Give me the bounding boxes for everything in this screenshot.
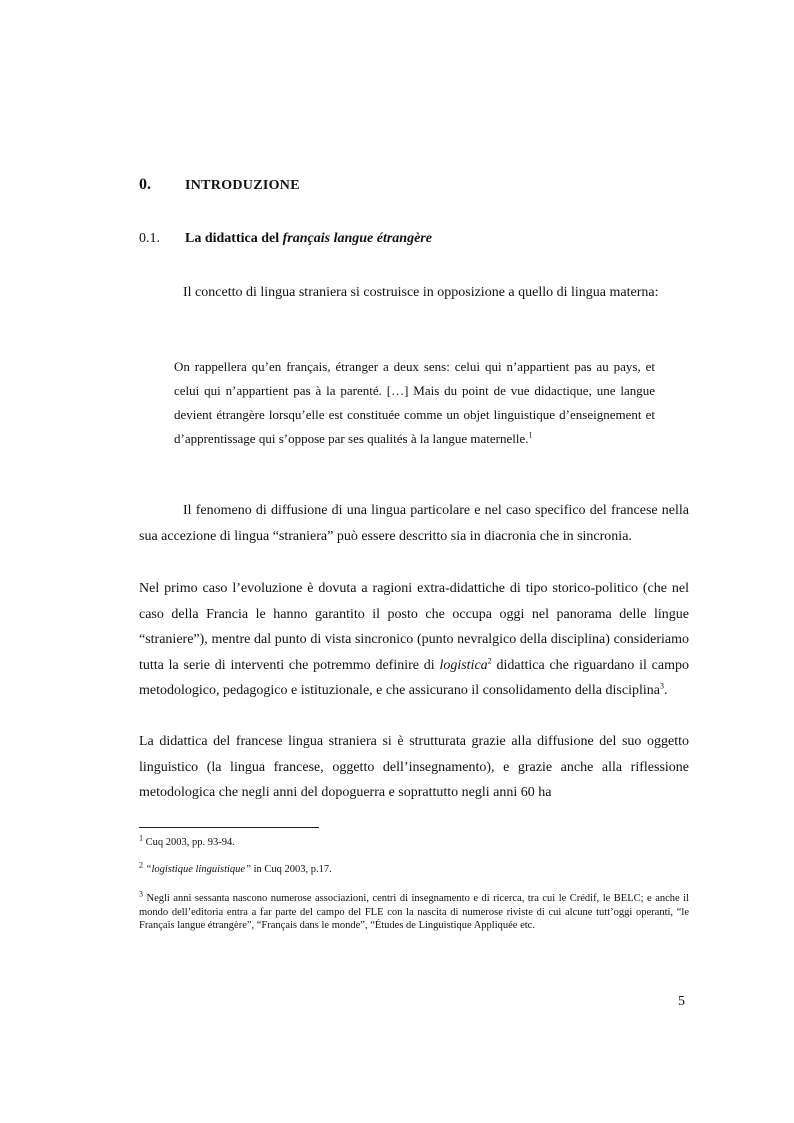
section-number: 0.1. <box>139 231 160 246</box>
paragraph-evolution-part2: didattica che riguardano il campo metodologico, pedagogico e istituzionale, e che assicurano il consolidamento della disciplina <box>139 657 689 698</box>
footnote-ref-3[interactable]: 3 <box>659 681 664 691</box>
block-quote-text: On rappellera qu’en français, étranger a deux sens: celui qui n’appartient pas au pays, et celui qui n’appartient pas à la parenté. […] Mais du point de vue didactique, une langue devient étrangère lorsqu’elle est constituée comme un objet linguistique d’enseignement et d’apprentissage qui s’oppose par ses qualités à la langue maternelle. <box>174 359 655 446</box>
paragraph-didactics: La didattica del francese lingua straniera si è strutturata grazie alla diffusione del suo oggetto linguistico (la lingua francese, oggetto dell’insegnamento), e grazie anche alla riflessione metodologica che negli anni del dopoguerra e soprattutto negli anni 60 ha <box>139 734 689 800</box>
footnote-3-number: 3 <box>139 889 143 899</box>
paragraph-evolution-italic: logistica <box>439 657 488 673</box>
section-title-italic: français langue étrangère <box>282 231 432 246</box>
footnote-3-text: Negli anni sessanta nascono numerose associazioni, centri di insegnamento e di ricerca, tra cui le Crédif, le BELC; e anche il mondo dell’editoria entra a far parte del campo del FLE con la nascita di numerose riviste di cui alcune tutt’oggi operanti, “le Français langue étrangère”, “Français dans le monde”, “Études de Linguistique Appliquée etc. <box>139 893 690 931</box>
footnote-2-italic: “logistique linguistique” <box>145 864 251 875</box>
footnote-2-number: 2 <box>139 860 143 870</box>
footnote-2 <box>139 860 689 877</box>
footnote-ref-2[interactable]: 2 <box>487 655 492 665</box>
paragraph-intro-text: Il concetto di lingua straniera si costruisce in opposizione a quello di lingua materna: <box>183 285 659 300</box>
footnote-separator <box>139 827 319 828</box>
paragraph-diffusion <box>139 498 689 549</box>
paragraph-evolution-part3: . <box>663 683 668 698</box>
footnote-1-text: Cuq 2003, pp. 93-94. <box>145 837 235 848</box>
chapter-number: 0. <box>139 176 151 193</box>
section-title <box>185 231 432 247</box>
page-number: 5 <box>678 994 685 1009</box>
footnote-2-text: in Cuq 2003, p.17. <box>250 864 332 875</box>
footnote-ref-1[interactable]: 1 <box>528 430 533 440</box>
chapter-title: INTRODUZIONE <box>185 178 300 193</box>
section-title-prefix: La didattica del <box>185 231 283 246</box>
footnote-1-number: 1 <box>139 833 143 843</box>
footnote-1 <box>139 833 689 850</box>
paragraph-evolution-part1: Nel primo caso l’evoluzione è dovuta a ragioni extra-didattiche di tipo storico-politico (che nel caso della Francia le hanno garantito il posto che occupa oggi nel panorama delle lingue “straniere”), mentre dal punto di vista sincronico (punto nevralgico della disciplina) consideriamo tutta la serie di interventi che potremmo definire di <box>139 581 689 673</box>
paragraph-intro <box>139 280 689 306</box>
footnote-3 <box>139 889 690 933</box>
paragraph-diffusion-text: Il fenomeno di diffusione di una lingua particolare e nel caso specifico del francese nella sua accezione di lingua “straniera” può essere descritto sia in diacronia che in sincronia. <box>139 503 689 544</box>
block-quote <box>174 355 655 451</box>
paragraph-evolution <box>139 576 689 704</box>
